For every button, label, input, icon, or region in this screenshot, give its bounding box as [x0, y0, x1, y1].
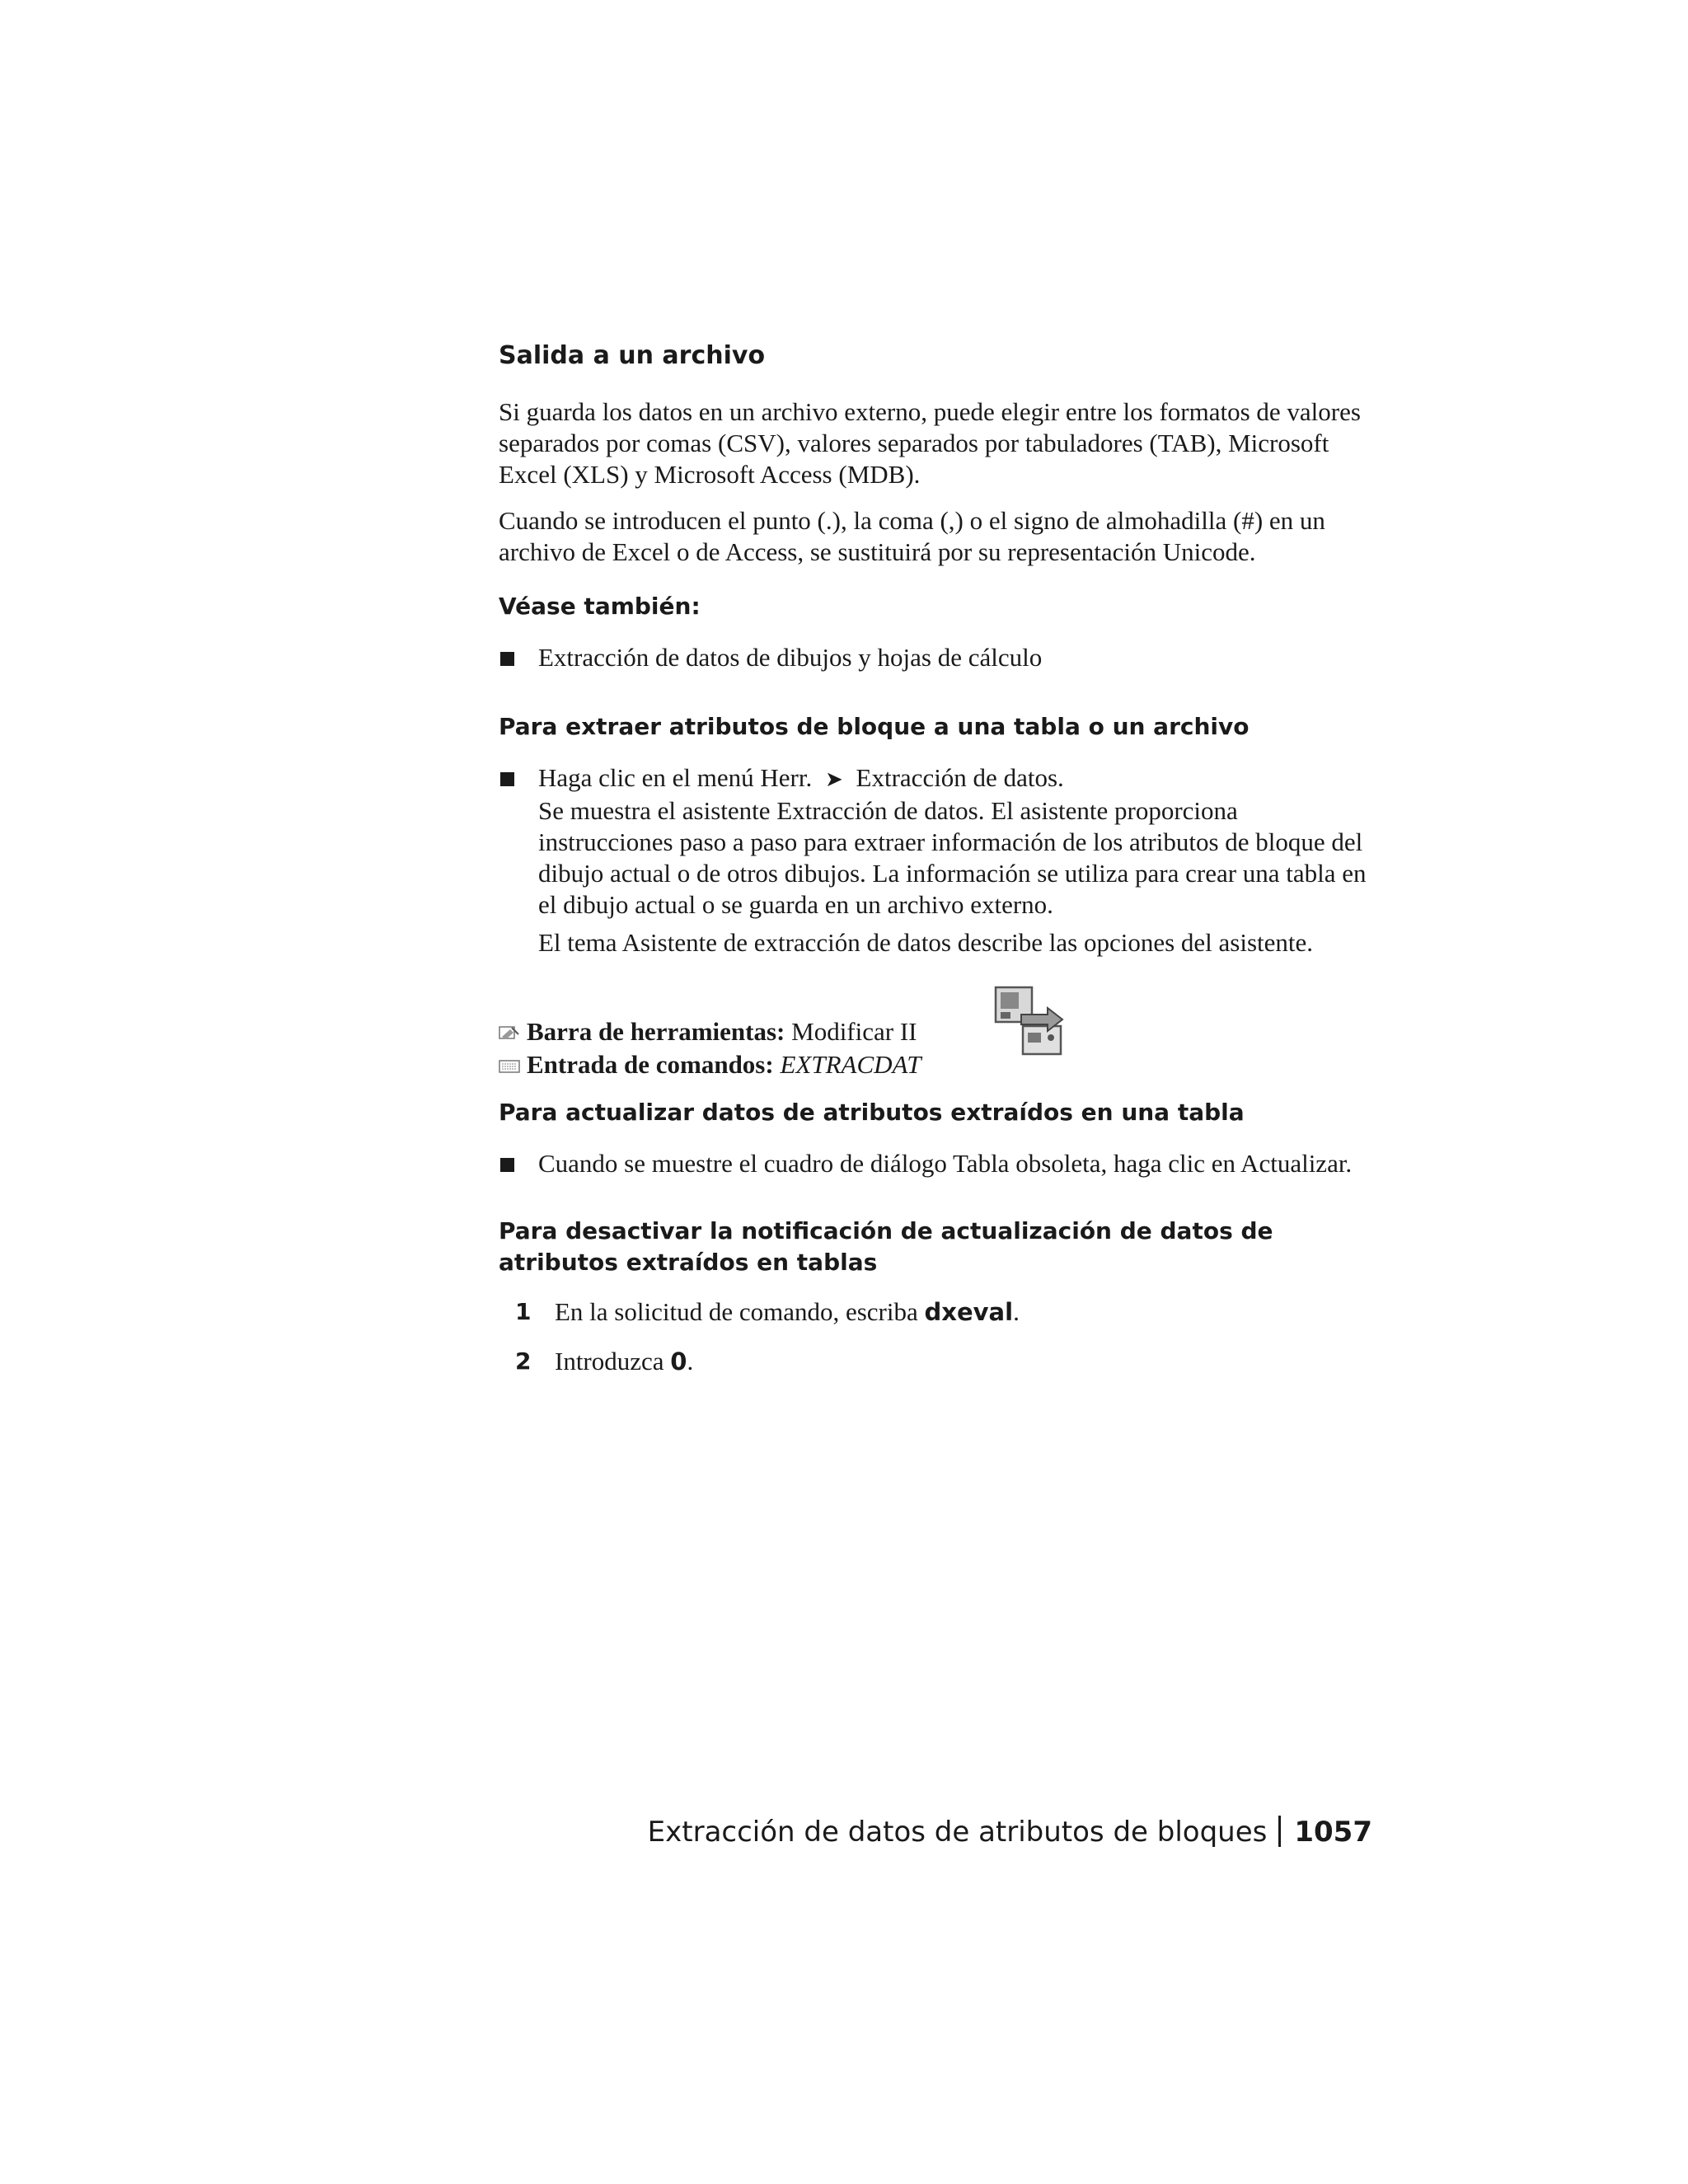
page-number: 1057: [1294, 1816, 1372, 1849]
footer-divider: [1278, 1816, 1281, 1847]
step-end: .: [1013, 1297, 1020, 1326]
update-step-text: Cuando se muestre el cuadro de diálogo Tabla obsoleta, haga clic en Actualizar.: [538, 1149, 1353, 1178]
step-text: Introduzca: [555, 1347, 671, 1376]
step-number: 1: [515, 1298, 532, 1325]
step-number: 2: [515, 1347, 532, 1375]
bullet-square: [500, 1158, 514, 1172]
step-description: Se muestra el asistente Extracción de datos. El asistente proporciona instrucciones paso a paso para extraer información de los atributos de bloque del dibujo actual o de otros dibujos. La información se utiliza para crear una tabla en el dibujo actual o se guarda en un archivo externo.: [538, 796, 1367, 919]
step-note: El tema Asistente de extracción de datos describe las opciones del asistente.: [538, 928, 1314, 957]
procedure-step-extract: [499, 762, 1372, 958]
menu-arrow-icon: ➤: [825, 767, 843, 791]
command-value: EXTRACDAT: [780, 1050, 921, 1079]
procedure-heading-disable: Para desactivar la notificación de actualización de datos de atributos extraídos en tablas: [499, 1217, 1273, 1276]
step-end: .: [687, 1347, 694, 1376]
page-content: [499, 334, 1372, 1377]
toolbar-label: Barra de herramientas:: [527, 1017, 785, 1046]
toolbar-access-block: [499, 1016, 1372, 1079]
procedure-step-update: [499, 1148, 1372, 1179]
procedure-heading-update: Para actualizar datos de atributos extraídos en una tabla: [499, 1099, 1245, 1126]
paragraph-formats: Si guarda los datos en un archivo externo, puede elegir entre los formatos de valores separados por comas (CSV), valores separados por tabuladores (TAB), Microsoft Excel (XLS) y Microsoft Access (MDB).: [499, 397, 1361, 489]
step-text: En la solicitud de comando, escriba: [555, 1297, 925, 1326]
toolbar-icon: [499, 1025, 520, 1042]
data-extraction-icon[interactable]: [993, 985, 1066, 1057]
step-value: 0: [670, 1347, 687, 1376]
section-heading: Salida a un archivo: [499, 341, 766, 370]
keyboard-icon: [499, 1058, 520, 1075]
see-also-link[interactable]: Extracción de datos de dibujos y hojas de cálculo: [538, 643, 1043, 672]
bullet-square: [500, 652, 514, 666]
command-line: [499, 1049, 921, 1080]
footer-chapter: Extracción de datos de atributos de bloques: [647, 1816, 1268, 1849]
paragraph-unicode: Cuando se introducen el punto (.), la coma (,) o el signo de almohadilla (#) en un archivo de Excel o de Access, se sustituirá por su representación Unicode.: [499, 506, 1325, 566]
command-label: Entrada de comandos:: [527, 1050, 774, 1079]
numbered-step: [499, 1296, 1372, 1328]
step-command: dxeval: [924, 1298, 1014, 1326]
procedure-heading-extract: Para extraer atributos de bloque a una tabla o un archivo: [499, 713, 1250, 740]
step-menu-text: Haga clic en el menú Herr.: [538, 763, 813, 792]
numbered-step: [499, 1346, 1372, 1377]
step-menu-target: Extracción de datos.: [856, 763, 1064, 792]
see-also-heading: Véase también:: [499, 593, 701, 620]
bullet-square: [500, 772, 514, 786]
page-footer: [648, 1816, 1372, 1849]
toolbar-line: [499, 1016, 917, 1047]
step-instruction: [538, 762, 1372, 795]
toolbar-value: Modificar II: [791, 1017, 917, 1046]
see-also-item[interactable]: [499, 642, 1372, 673]
